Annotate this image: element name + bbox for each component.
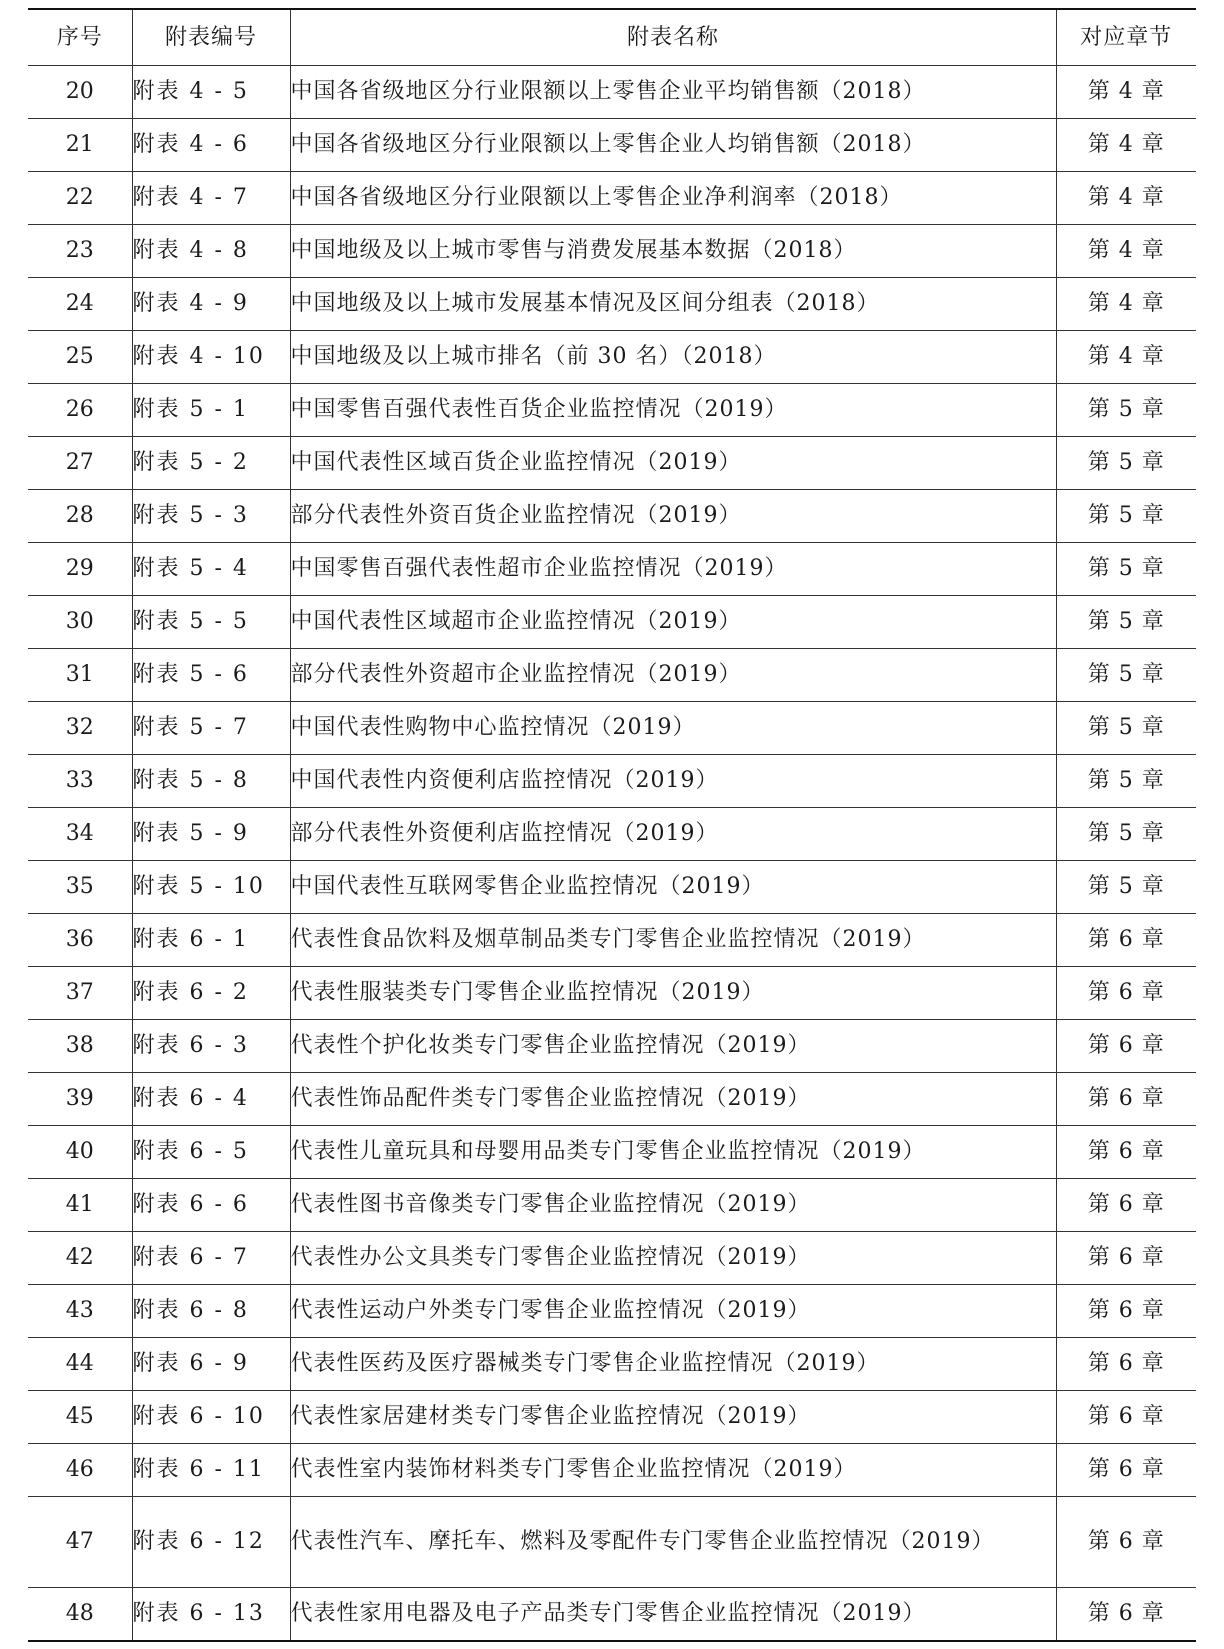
row-serial-number: 28 (28, 490, 132, 543)
row-chapter: 第 6 章 (1056, 1020, 1196, 1073)
row-serial-number: 38 (28, 1020, 132, 1073)
row-appendix-name: 代表性饰品配件类专门零售企业监控情况（2019） (290, 1073, 1056, 1126)
row-chapter: 第 6 章 (1056, 1073, 1196, 1126)
row-serial-number: 21 (28, 119, 132, 172)
row-serial-number: 25 (28, 331, 132, 384)
row-appendix-code: 附表 6 - 13 (132, 1588, 290, 1642)
row-appendix-code: 附表 6 - 6 (132, 1179, 290, 1232)
table-row (28, 755, 1196, 808)
row-appendix-code: 附表 5 - 2 (132, 437, 290, 490)
row-appendix-name: 代表性食品饮料及烟草制品类专门零售企业监控情况（2019） (290, 914, 1056, 967)
table-row (28, 1179, 1196, 1232)
table-row (28, 1020, 1196, 1073)
row-appendix-name: 中国代表性内资便利店监控情况（2019） (290, 755, 1056, 808)
row-chapter: 第 4 章 (1056, 278, 1196, 331)
row-chapter: 第 6 章 (1056, 1179, 1196, 1232)
row-appendix-name: 部分代表性外资便利店监控情况（2019） (290, 808, 1056, 861)
table-row (28, 331, 1196, 384)
row-appendix-name: 代表性图书音像类专门零售企业监控情况（2019） (290, 1179, 1056, 1232)
table-header (28, 9, 1196, 66)
table-row (28, 1073, 1196, 1126)
row-chapter: 第 5 章 (1056, 702, 1196, 755)
row-appendix-code: 附表 6 - 2 (132, 967, 290, 1020)
row-appendix-name: 代表性汽车、摩托车、燃料及零配件专门零售企业监控情况（2019） (290, 1497, 1056, 1588)
row-appendix-name: 部分代表性外资超市企业监控情况（2019） (290, 649, 1056, 702)
row-appendix-code: 附表 6 - 9 (132, 1338, 290, 1391)
row-appendix-name: 中国各省级地区分行业限额以上零售企业人均销售额（2018） (290, 119, 1056, 172)
row-appendix-name: 中国地级及以上城市零售与消费发展基本数据（2018） (290, 225, 1056, 278)
row-serial-number: 35 (28, 861, 132, 914)
table-body (28, 66, 1196, 1642)
row-appendix-code: 附表 5 - 3 (132, 490, 290, 543)
row-appendix-code: 附表 6 - 5 (132, 1126, 290, 1179)
table-row (28, 278, 1196, 331)
row-appendix-name: 代表性办公文具类专门零售企业监控情况（2019） (290, 1232, 1056, 1285)
row-chapter: 第 5 章 (1056, 808, 1196, 861)
row-chapter: 第 5 章 (1056, 861, 1196, 914)
row-chapter: 第 6 章 (1056, 1338, 1196, 1391)
table-row (28, 596, 1196, 649)
appendix-table (28, 8, 1196, 1642)
row-appendix-code: 附表 6 - 12 (132, 1497, 290, 1588)
row-chapter: 第 4 章 (1056, 225, 1196, 278)
row-appendix-name: 中国代表性互联网零售企业监控情况（2019） (290, 861, 1056, 914)
row-serial-number: 42 (28, 1232, 132, 1285)
row-appendix-name: 中国代表性区域超市企业监控情况（2019） (290, 596, 1056, 649)
table-row (28, 437, 1196, 490)
table-row (28, 861, 1196, 914)
row-serial-number: 29 (28, 543, 132, 596)
row-chapter: 第 6 章 (1056, 1588, 1196, 1642)
row-serial-number: 23 (28, 225, 132, 278)
row-serial-number: 33 (28, 755, 132, 808)
row-serial-number: 45 (28, 1391, 132, 1444)
table-row (28, 649, 1196, 702)
row-appendix-name: 代表性运动户外类专门零售企业监控情况（2019） (290, 1285, 1056, 1338)
row-serial-number: 27 (28, 437, 132, 490)
header-chapter: 对应章节 (1056, 9, 1196, 66)
table-row (28, 172, 1196, 225)
row-serial-number: 47 (28, 1497, 132, 1588)
row-appendix-name: 代表性个护化妆类专门零售企业监控情况（2019） (290, 1020, 1056, 1073)
row-appendix-code: 附表 5 - 5 (132, 596, 290, 649)
row-appendix-name: 代表性室内装饰材料类专门零售企业监控情况（2019） (290, 1444, 1056, 1497)
row-chapter: 第 5 章 (1056, 649, 1196, 702)
table-row (28, 808, 1196, 861)
row-appendix-code: 附表 5 - 1 (132, 384, 290, 437)
row-appendix-code: 附表 6 - 8 (132, 1285, 290, 1338)
table-row (28, 119, 1196, 172)
row-chapter: 第 5 章 (1056, 596, 1196, 649)
row-chapter: 第 4 章 (1056, 66, 1196, 119)
row-chapter: 第 4 章 (1056, 119, 1196, 172)
row-chapter: 第 5 章 (1056, 755, 1196, 808)
row-appendix-name: 中国各省级地区分行业限额以上零售企业平均销售额（2018） (290, 66, 1056, 119)
row-chapter: 第 5 章 (1056, 384, 1196, 437)
row-chapter: 第 5 章 (1056, 437, 1196, 490)
table-row (28, 1126, 1196, 1179)
row-appendix-name: 中国零售百强代表性超市企业监控情况（2019） (290, 543, 1056, 596)
row-serial-number: 30 (28, 596, 132, 649)
row-appendix-name: 代表性医药及医疗器械类专门零售企业监控情况（2019） (290, 1338, 1056, 1391)
row-appendix-name: 代表性服装类专门零售企业监控情况（2019） (290, 967, 1056, 1020)
row-appendix-code: 附表 4 - 5 (132, 66, 290, 119)
row-serial-number: 22 (28, 172, 132, 225)
table-row (28, 543, 1196, 596)
row-serial-number: 36 (28, 914, 132, 967)
row-appendix-code: 附表 6 - 7 (132, 1232, 290, 1285)
row-appendix-name: 代表性儿童玩具和母婴用品类专门零售企业监控情况（2019） (290, 1126, 1056, 1179)
row-serial-number: 41 (28, 1179, 132, 1232)
row-appendix-name: 中国代表性区域百货企业监控情况（2019） (290, 437, 1056, 490)
row-chapter: 第 6 章 (1056, 914, 1196, 967)
row-appendix-name: 中国各省级地区分行业限额以上零售企业净利润率（2018） (290, 172, 1056, 225)
row-appendix-code: 附表 5 - 6 (132, 649, 290, 702)
row-appendix-code: 附表 4 - 6 (132, 119, 290, 172)
row-chapter: 第 6 章 (1056, 1285, 1196, 1338)
row-appendix-code: 附表 4 - 7 (132, 172, 290, 225)
row-appendix-name: 中国地级及以上城市排名（前 30 名）（2018） (290, 331, 1056, 384)
row-serial-number: 31 (28, 649, 132, 702)
row-serial-number: 34 (28, 808, 132, 861)
table-row (28, 914, 1196, 967)
row-serial-number: 37 (28, 967, 132, 1020)
row-serial-number: 24 (28, 278, 132, 331)
row-serial-number: 39 (28, 1073, 132, 1126)
table-row (28, 384, 1196, 437)
row-chapter: 第 4 章 (1056, 172, 1196, 225)
row-chapter: 第 6 章 (1056, 1232, 1196, 1285)
table-row (28, 1588, 1196, 1642)
table-row (28, 1391, 1196, 1444)
row-appendix-code: 附表 4 - 9 (132, 278, 290, 331)
header-serial-number: 序号 (28, 9, 132, 66)
row-serial-number: 48 (28, 1588, 132, 1642)
table-row (28, 1232, 1196, 1285)
row-appendix-code: 附表 5 - 9 (132, 808, 290, 861)
row-appendix-code: 附表 6 - 10 (132, 1391, 290, 1444)
table-row (28, 1497, 1196, 1588)
row-appendix-code: 附表 6 - 1 (132, 914, 290, 967)
table-row (28, 967, 1196, 1020)
row-appendix-code: 附表 6 - 11 (132, 1444, 290, 1497)
row-chapter: 第 6 章 (1056, 1444, 1196, 1497)
row-chapter: 第 4 章 (1056, 331, 1196, 384)
row-appendix-name: 中国地级及以上城市发展基本情况及区间分组表（2018） (290, 278, 1056, 331)
row-serial-number: 20 (28, 66, 132, 119)
row-appendix-code: 附表 6 - 4 (132, 1073, 290, 1126)
table-row (28, 490, 1196, 543)
row-chapter: 第 6 章 (1056, 1497, 1196, 1588)
row-chapter: 第 6 章 (1056, 1391, 1196, 1444)
row-appendix-code: 附表 5 - 7 (132, 702, 290, 755)
row-appendix-name: 代表性家居建材类专门零售企业监控情况（2019） (290, 1391, 1056, 1444)
row-serial-number: 44 (28, 1338, 132, 1391)
table-row (28, 1285, 1196, 1338)
row-appendix-name: 中国代表性购物中心监控情况（2019） (290, 702, 1056, 755)
table-row (28, 66, 1196, 119)
header-row (28, 9, 1196, 66)
row-chapter: 第 5 章 (1056, 490, 1196, 543)
row-appendix-name: 中国零售百强代表性百货企业监控情况（2019） (290, 384, 1056, 437)
row-serial-number: 46 (28, 1444, 132, 1497)
row-appendix-code: 附表 4 - 8 (132, 225, 290, 278)
row-appendix-code: 附表 5 - 4 (132, 543, 290, 596)
row-appendix-code: 附表 5 - 10 (132, 861, 290, 914)
row-appendix-code: 附表 6 - 3 (132, 1020, 290, 1073)
row-serial-number: 40 (28, 1126, 132, 1179)
row-appendix-code: 附表 5 - 8 (132, 755, 290, 808)
row-chapter: 第 6 章 (1056, 967, 1196, 1020)
row-serial-number: 43 (28, 1285, 132, 1338)
row-chapter: 第 6 章 (1056, 1126, 1196, 1179)
table-row (28, 1338, 1196, 1391)
row-chapter: 第 5 章 (1056, 543, 1196, 596)
row-appendix-name: 代表性家用电器及电子产品类专门零售企业监控情况（2019） (290, 1588, 1056, 1642)
table-row (28, 702, 1196, 755)
table-row (28, 1444, 1196, 1497)
row-serial-number: 26 (28, 384, 132, 437)
row-appendix-name: 部分代表性外资百货企业监控情况（2019） (290, 490, 1056, 543)
header-appendix-code: 附表编号 (132, 9, 290, 66)
table-row (28, 225, 1196, 278)
row-appendix-code: 附表 4 - 10 (132, 331, 290, 384)
header-appendix-name: 附表名称 (290, 9, 1056, 66)
row-serial-number: 32 (28, 702, 132, 755)
